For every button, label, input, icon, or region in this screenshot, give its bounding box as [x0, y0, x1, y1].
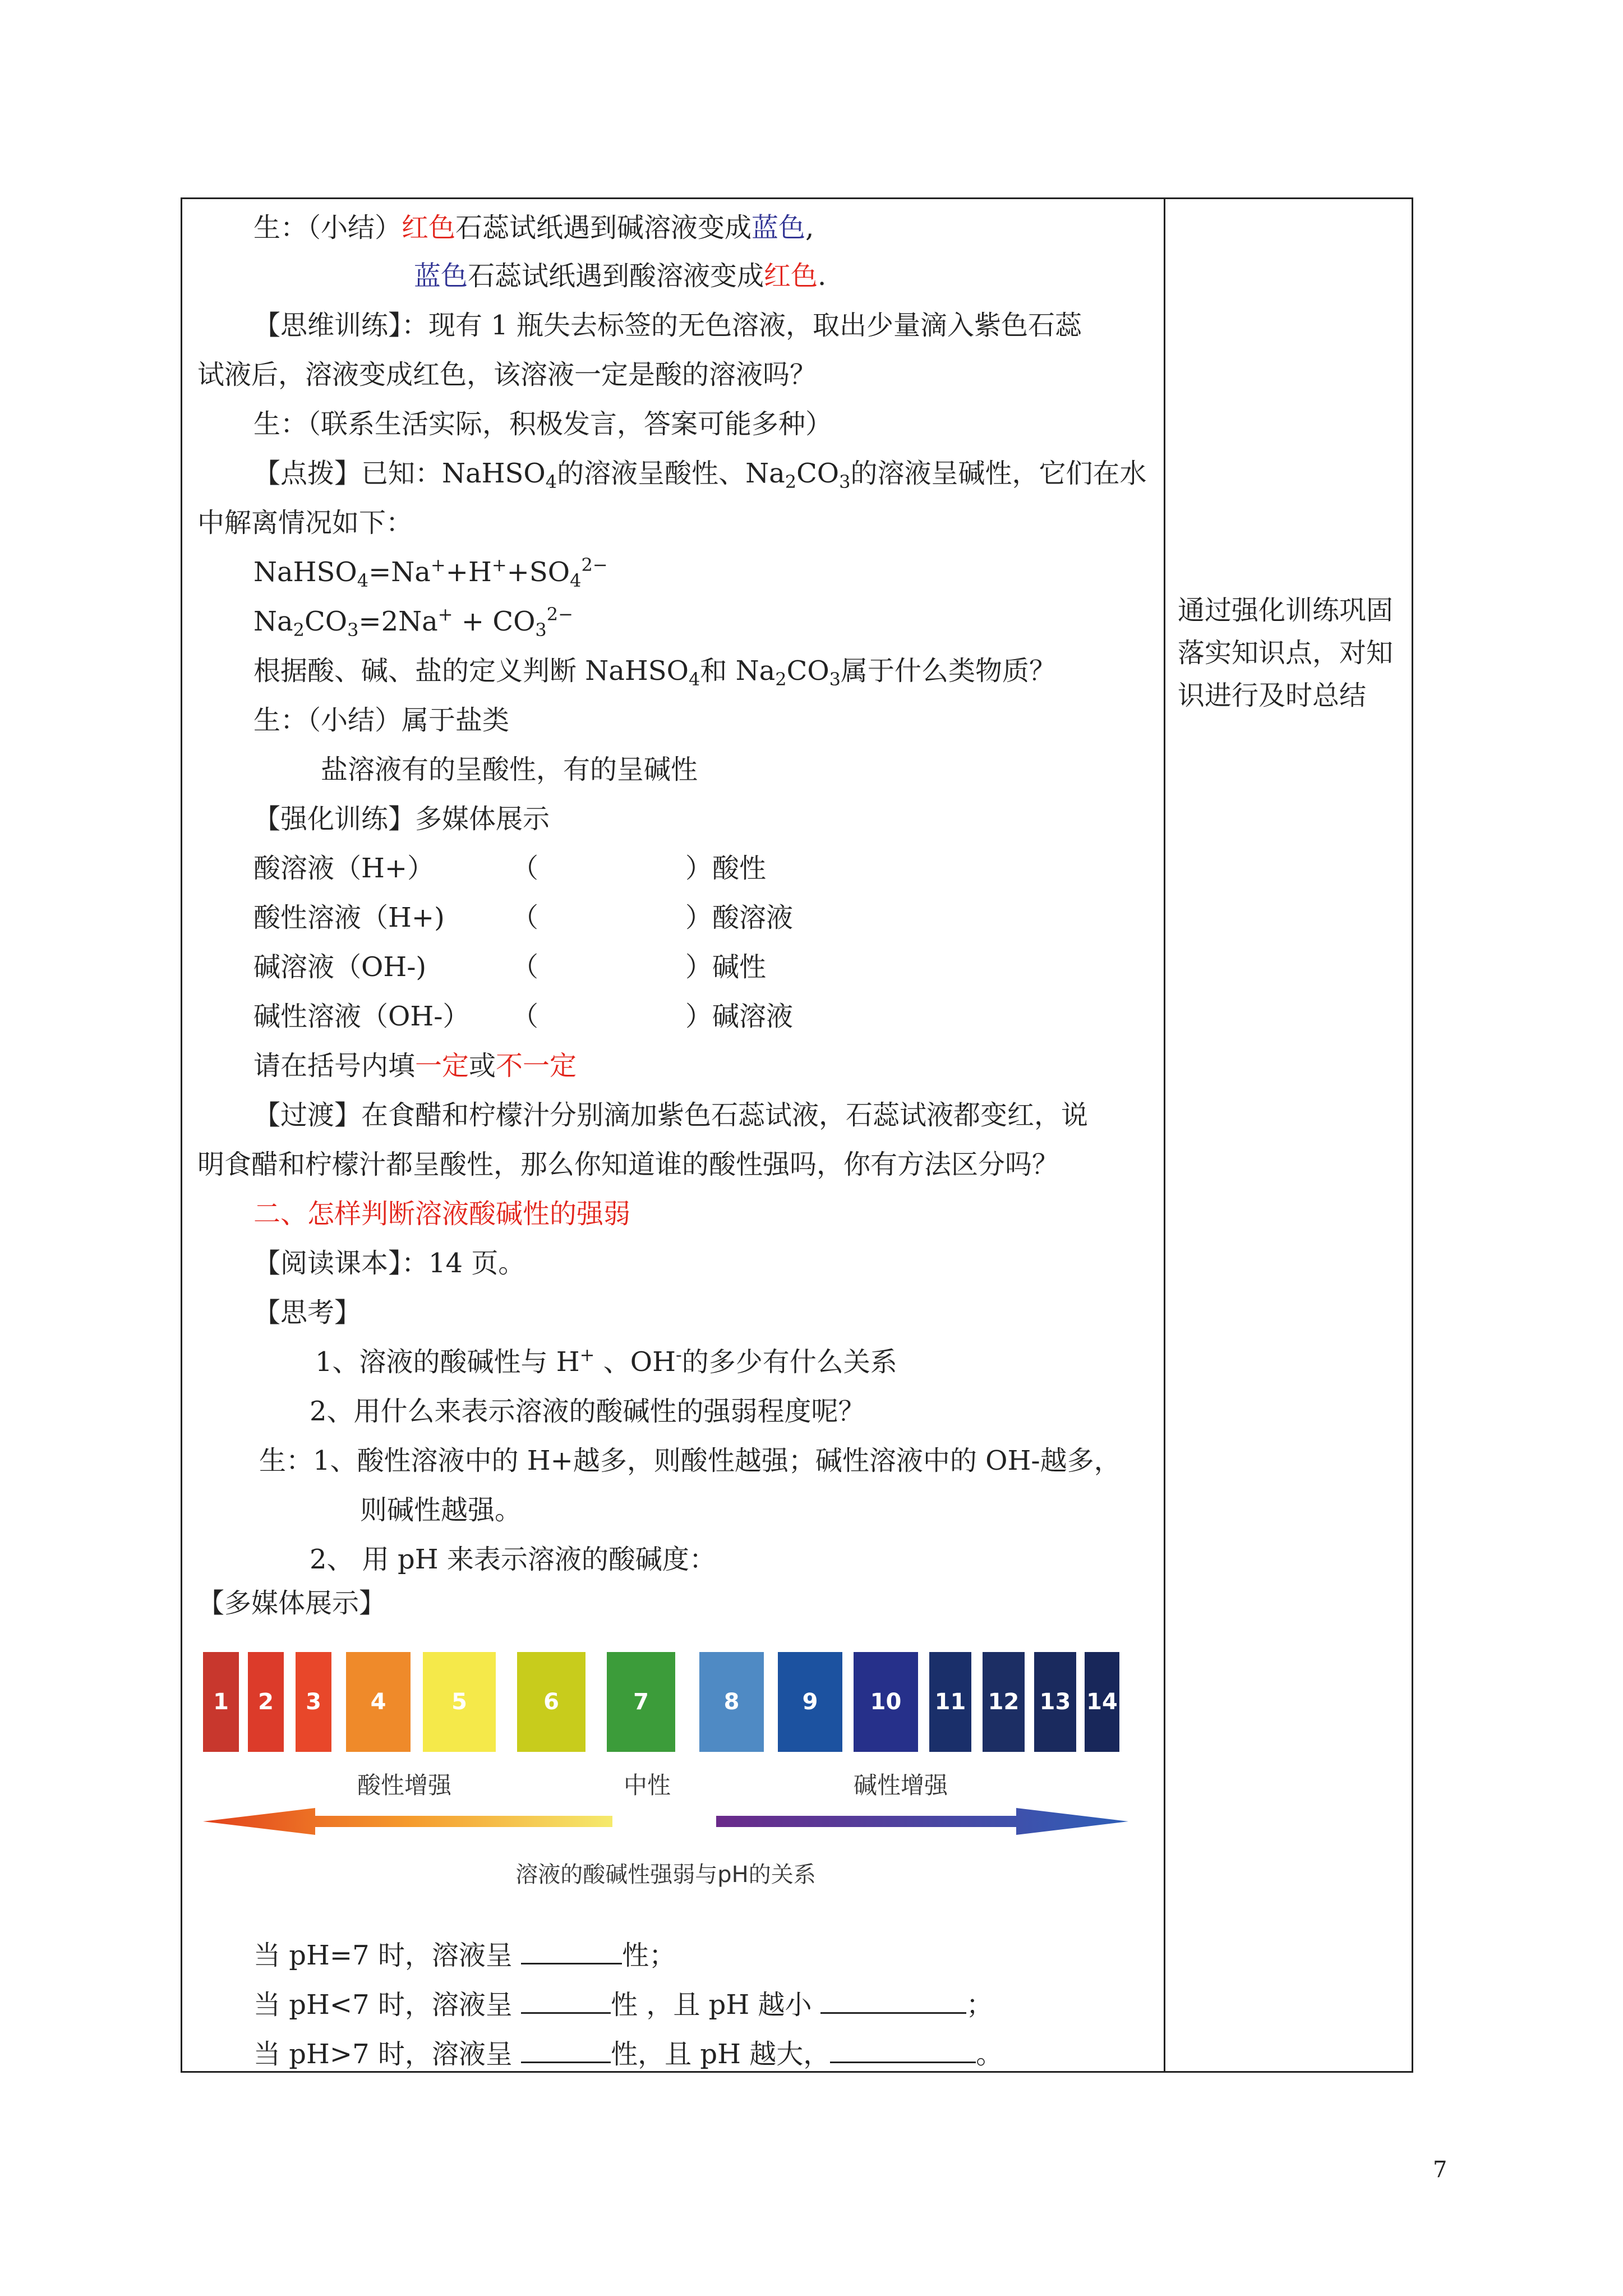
- student-summary: 生：（小结）属于盐类: [253, 705, 510, 736]
- ph-box-2: 2: [248, 1652, 284, 1752]
- ph-box-8: 8: [699, 1652, 764, 1752]
- ph-box-13: 13: [1034, 1652, 1076, 1752]
- multimedia-heading: 【多媒体展示】: [197, 1588, 386, 1619]
- summary-line-2: 蓝色石蕊试纸遇到酸溶液变成红色.: [414, 260, 827, 292]
- ph-box-1: 1: [203, 1652, 239, 1752]
- ph-box-7: 7: [607, 1652, 675, 1752]
- acid-arrow: [203, 1808, 612, 1835]
- thinking-training-1: 【思维训练】：现有 1 瓶失去标签的无色溶液，取出少量滴入紫色石蕊: [253, 310, 1082, 341]
- think-question-2: 2、用什么来表示溶液的酸碱性的强弱程度呢？: [310, 1396, 865, 1427]
- question-ph-less-7: 当 pH<7 时，溶液呈 性 ，且 pH 越小 ；: [253, 1986, 993, 2023]
- ph-box-10: 10: [854, 1652, 918, 1752]
- think-heading: 【思考】: [253, 1297, 362, 1328]
- student-answer-1b: 则碱性越强。: [360, 1494, 522, 1526]
- neutral-label: 中性: [624, 1772, 671, 1799]
- column-divider: [1164, 197, 1165, 2073]
- hint-line-1: 【点拨】已知：NaHSO$_4$的溶液呈酸性、$Na_2CO_3$的溶液呈碱性，它们在水: [253, 458, 1147, 493]
- page-number: 7: [1433, 2157, 1447, 2183]
- section-heading: 二、怎样判断溶液酸碱性的强弱: [253, 1198, 631, 1230]
- student-answer-2: 2、 用 pH 来表示溶液的酸碱度：: [310, 1544, 716, 1575]
- ph-box-11: 11: [929, 1652, 971, 1752]
- equation-na2co3: $Na_2CO_3=2Na^+ + CO_3^{2-}$: [253, 604, 573, 641]
- student-response: 生：（联系生活实际，积极发言，答案可能多种）: [253, 408, 833, 440]
- ph-box-12: 12: [983, 1652, 1025, 1752]
- classify-question: 根据酸、碱、盐的定义判断 NaHSO$_4$和 $Na_2CO_3$属于什么类物质？: [253, 655, 1057, 690]
- side-note: 通过强化训练巩固落实知识点，对知识进行及时总结: [1178, 595, 1394, 711]
- ph-caption: 溶液的酸碱性强弱与pH的关系: [515, 1862, 816, 1888]
- ph-scale-figure: [203, 1652, 1128, 1888]
- thinking-training-2: 试液后，溶液变成红色，该溶液一定是酸的溶液吗？: [197, 359, 817, 390]
- read-textbook: 【阅读课本】：14 页。: [253, 1248, 525, 1279]
- question-ph-greater-7: 当 pH>7 时，溶液呈 性，且 pH 越大， 。: [253, 2036, 1003, 2072]
- student-answer-1: 生：1、酸性溶液中的 H+越多，则酸性越强；碱性溶液中的 OH-越多，: [259, 1445, 1121, 1476]
- transition-2: 明食醋和柠檬汁都呈酸性，那么你知道谁的酸性强吗，你有方法区分吗？: [197, 1149, 1059, 1180]
- acid-label: 酸性增强: [357, 1772, 452, 1799]
- ph-box-5: 5: [423, 1652, 496, 1752]
- base-arrow: [716, 1808, 1128, 1835]
- ph-box-14: 14: [1085, 1652, 1119, 1752]
- equation-nahso4: $NaHSO_4=Na^++H^++SO_4^{2-}$: [253, 554, 608, 591]
- ph-box-9: 9: [778, 1652, 842, 1752]
- base-label: 碱性增强: [854, 1772, 948, 1799]
- ph-box-4: 4: [346, 1652, 411, 1752]
- ph-box-6: 6: [517, 1652, 585, 1752]
- reinforce-training: 【强化训练】多媒体展示: [253, 803, 550, 835]
- fill-instruction: 请在括号内填一定或不一定: [253, 1050, 577, 1082]
- think-question-1: 1、溶液的酸碱性与 H+ 、OH-的多少有什么关系: [315, 1344, 897, 1378]
- summary-line-1: 生：（小结）红色石蕊试纸遇到碱溶液变成蓝色,: [253, 212, 814, 243]
- ph-arrows: [203, 1799, 1128, 1844]
- ph-box-3: 3: [296, 1652, 331, 1752]
- salt-note: 盐溶液有的呈酸性，有的呈碱性: [321, 754, 698, 785]
- transition-1: 【过渡】在食醋和柠檬汁分别滴加紫色石蕊试液，石蕊试液都变红，说: [253, 1099, 1089, 1131]
- question-ph7: 当 pH=7 时，溶液呈 性；: [253, 1937, 676, 1973]
- hint-line-2: 中解离情况如下：: [197, 507, 413, 539]
